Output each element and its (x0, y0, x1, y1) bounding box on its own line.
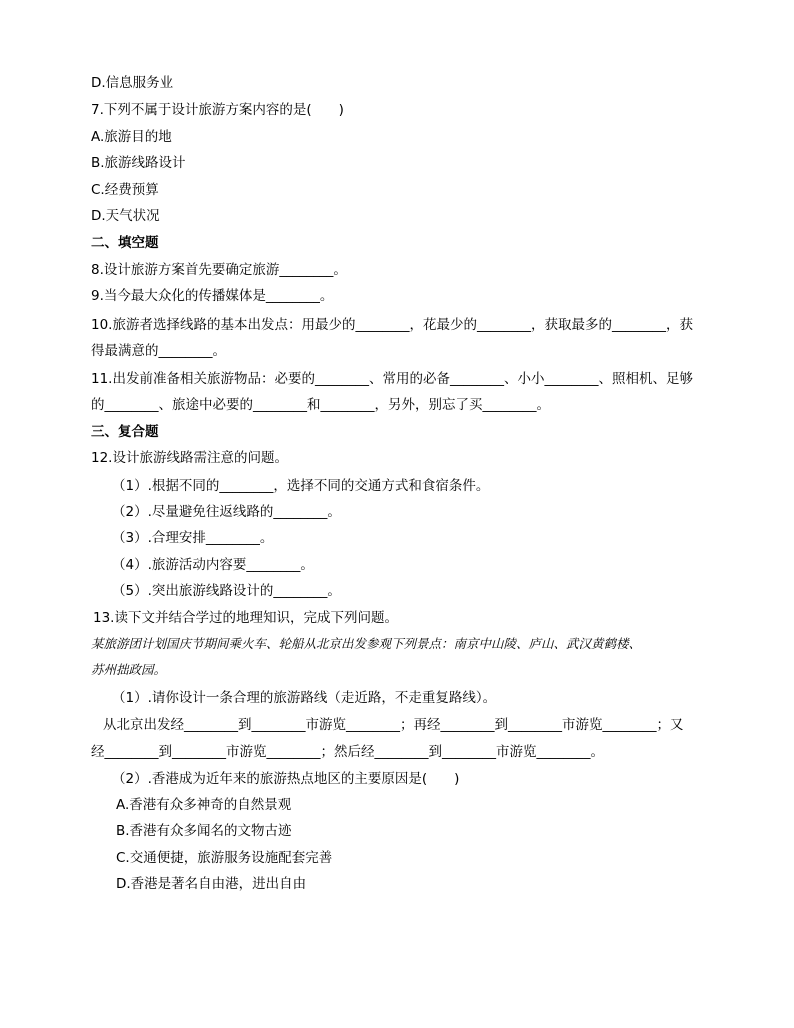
q13-sub2: （2）.香港成为近年来的旅游热点地区的主要原因是( ) (112, 771, 460, 787)
q13-passage-line1: 某旅游团计划国庆节期间乘火车、轮船从北京出发参观下列景点：南京中山陵、庐山、武汉黄鹤楼、 (91, 636, 642, 651)
q7-option-d: D.天气状况 (91, 208, 160, 224)
q12-sub5: （5）.突出旅游线路设计的________。 (112, 583, 341, 599)
q12-sub4: （4）.旅游活动内容要________。 (112, 557, 314, 573)
q8-stem: 8.设计旅游方案首先要确定旅游________。 (91, 262, 347, 278)
q13-route-line1: 从北京出发经________到________市游览________；再经________到________市游览________；又 (103, 717, 684, 733)
section-fill-in-heading: 二、填空题 (91, 235, 159, 251)
q6-option-d: D.信息服务业 (91, 75, 174, 91)
q7-stem: 7.下列不属于设计旅游方案内容的是( ) (91, 102, 344, 118)
q12-sub2: （2）.尽量避免往返线路的________。 (112, 504, 341, 520)
q12-sub3: （3）.合理安排________。 (112, 530, 274, 546)
q12-sub1: （1）.根据不同的________，选择不同的交通方式和食宿条件。 (112, 478, 490, 494)
q11-stem-line1: 11.出发前准备相关旅游物品：必要的________、常用的必备________、小小________、照相机、足够 (91, 371, 693, 387)
q13-sub1: （1）.请你设计一条合理的旅游路线（走近路，不走重复路线）。 (112, 690, 497, 706)
q13-sub2-option-b: B.香港有众多闻名的文物古迹 (116, 823, 292, 839)
q13-sub2-option-a: A.香港有众多神奇的自然景观 (116, 797, 292, 813)
q13-sub2-option-d: D.香港是著名自由港，进出自由 (116, 876, 307, 892)
section-compound-heading: 三、复合题 (91, 424, 159, 440)
q13-passage-line2: 苏州拙政园。 (91, 662, 167, 677)
q13-sub2-option-c: C.交通便捷，旅游服务设施配套完善 (116, 850, 333, 866)
q9-stem: 9.当今最大众化的传播媒体是________。 (91, 288, 334, 304)
q13-route-line2: 经________到________市游览________；然后经________到________市游览________。 (91, 744, 604, 760)
q7-option-a: A.旅游目的地 (91, 129, 172, 145)
q7-option-b: B.旅游线路设计 (91, 155, 186, 171)
q11-stem-line2: 的________、旅途中必要的________和________，另外，别忘了买________。 (91, 397, 550, 413)
q10-stem-line1: 10.旅游者选择线路的基本出发点：用最少的________，花最少的________，获取最多的________，获 (91, 317, 693, 333)
q7-option-c: C.经费预算 (91, 182, 159, 198)
q12-stem: 12.设计旅游线路需注意的问题。 (91, 450, 288, 466)
q10-stem-line2: 得最满意的________。 (91, 343, 226, 359)
q13-stem: 13.读下文并结合学过的地理知识，完成下列问题。 (93, 610, 398, 626)
